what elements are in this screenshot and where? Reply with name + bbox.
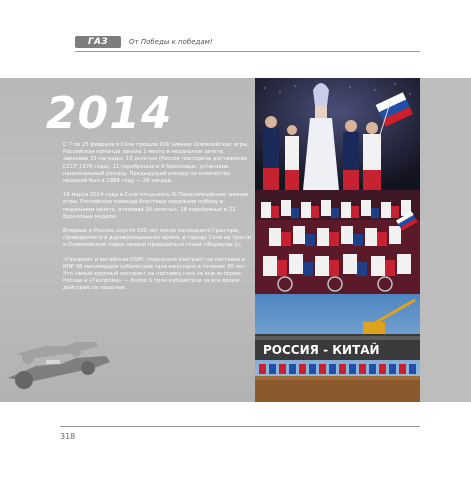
- footer-divider: [60, 426, 420, 427]
- paragraph-formula-one: Впервые в России, спустя 100 лет после последнего Гран-при, проведенного в дореволюционное время, в городе Сочи на трассе в Олимпийском парке начали проводиться гонки «Формулы-1».: [63, 228, 251, 249]
- page-header: [75, 36, 420, 52]
- formula-one-cars-illustration: [6, 316, 116, 394]
- gaz-logo: ГАЗ: [75, 36, 121, 48]
- header-divider: [75, 51, 420, 52]
- paragraph-paralympics: 16 марта 2014 года в Сочи открылись XI Паралимпийские зимние игры. Российская команда блестяще одержала победу в медальном зачете, отвоевав 30 золотых, 28 серебряных и 22 бронзовые медали.: [63, 192, 249, 220]
- paragraph-olympics: С 7 по 23 февраля в Сочи прошли XXII зимние Олимпийские игры. Российская команда заняла 1 место в медальном зачете, завоевав 33 награды: 13 золотых (Россия повторила достижение СССР 1976 года), 11 серебряных и 9 бронзовых, установив национальный рекорд. Предыдущий рекорд по количеству медалей был в 1988 году — 29 наград.: [63, 142, 249, 185]
- article-text: [63, 142, 251, 300]
- header-motto: От Победы к победам!: [129, 38, 213, 46]
- paragraph-gas-contract: «Газпром» и китайская CNPC подписали контракт на поставки в КНР 38 миллиардов кубометров газа ежегодно в течение 30 лет. Это самый крупный контракт на поставку газа за всю историю России и «Газпрома» — более 1 трлн кубометров за все время действия соглашения.: [63, 256, 247, 292]
- pipeline-banner-text: РОССИЯ - КИТАЙ: [263, 343, 380, 357]
- paralympics-parade-photo: [255, 190, 420, 294]
- olympics-ceremony-photo: [255, 78, 420, 190]
- page-number: 318: [60, 432, 76, 441]
- year-heading: 2014: [46, 88, 173, 139]
- gas-pipeline-photo: [255, 294, 420, 402]
